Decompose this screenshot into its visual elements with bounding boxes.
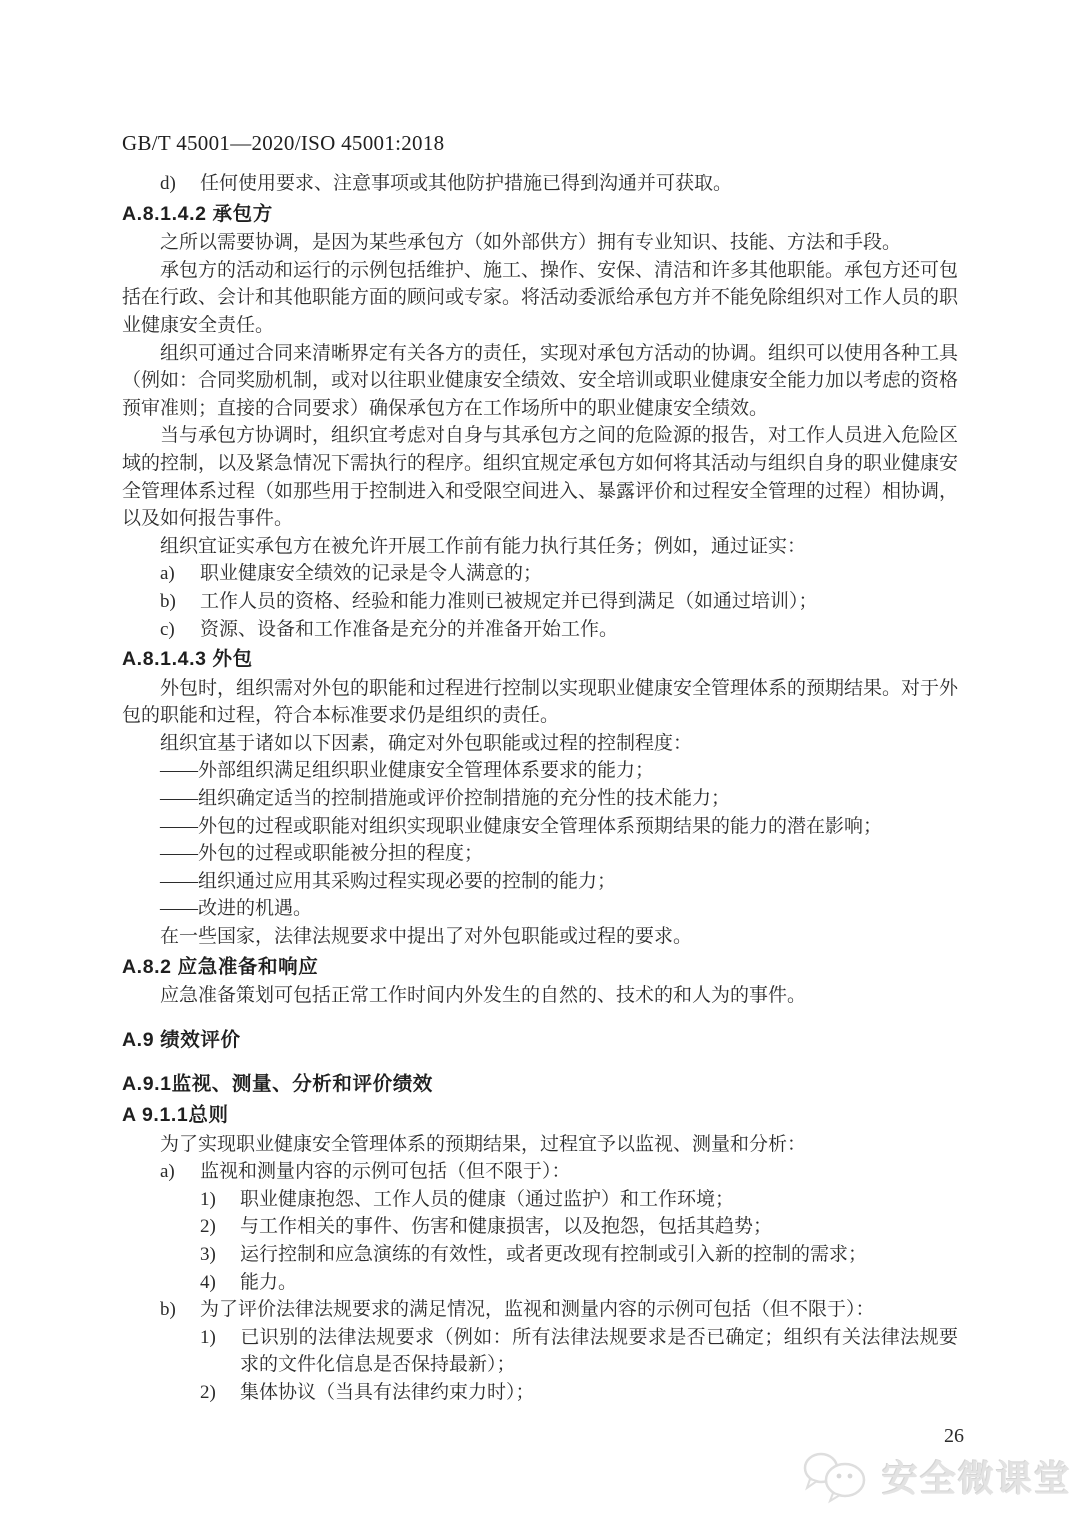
text-block: [122, 1186, 958, 1214]
text-block: 应急准备策划可包括正常工作时间内外发生的自然的、技术的和人为的事件。: [160, 985, 807, 1007]
list-item-text: 工作人员的资格、经验和能力准则已被规定并已得到满足（如通过培训）；: [200, 590, 818, 612]
list-item-label: 1): [200, 1188, 216, 1210]
text-block: 为了实现职业健康安全管理体系的预期结果，过程宜予以监视、测量和分析：: [160, 1133, 807, 1155]
section-heading: A.9.1监视、测量、分析和评价绩效: [122, 1073, 433, 1096]
text-block: ——外包的过程或职能被分担的程度；: [160, 843, 484, 865]
list-item-label: a): [160, 1161, 175, 1183]
text-block: [122, 1241, 958, 1269]
page-number: 26: [944, 1425, 964, 1447]
list-item-text: 为了评价法律法规要求的满足情况，监视和测量内容的示例可包括（但不限于）：: [200, 1299, 875, 1321]
text-block: 外包时，组织需对外包的职能和过程进行控制以实现职业健康安全管理体系的预期结果。对于外包的职能和过程，符合本标准要求仍是组织的责任。: [122, 677, 959, 727]
list-item-label: 4): [200, 1271, 216, 1293]
text-block: 当与承包方协调时，组织宜考虑对自身与其承包方之间的危险源的报告，对工作人员进入危险区域的控制，以及紧急情况下需执行的程序。组织宜规定承包方如何将其活动与组织自身的职业健康安全管理体系过程（如那些用于控制进入和受限空间进入、暴露评价和过程安全管理的过程）相协调，以及如何报告事件。: [122, 425, 959, 530]
list-item-text: 监视和测量内容的示例可包括（但不限于）：: [200, 1161, 571, 1183]
list-item-text: 已识别的法律法规要求（例如：所有法律法规要求是否已确定；组织有关法律法规要求的文件化信息是否保持最新）；: [240, 1326, 958, 1376]
text-block: 在一些国家，法律法规要求中提出了对外包职能或过程的要求。: [160, 926, 693, 948]
list-item-text: 运行控制和应急演练的有效性，或者更改现有控制或引入新的控制的需求；: [240, 1243, 868, 1265]
list-item-label: c): [160, 618, 175, 640]
list-item-text: 集体协议（当具有法律约束力时）；: [240, 1381, 535, 1403]
section-heading: A 9.1.1总则: [122, 1104, 229, 1126]
text-block: ——组织确定适当的控制措施或评价控制措施的充分性的技术能力；: [160, 788, 731, 810]
text-block: 组织可通过合同来清晰界定有关各方的责任，实现对承包方活动的协调。组织可以使用各种工具（例如：合同奖励机制，或对以往职业健康安全绩效、安全培训或职业健康安全能力加以考虑的资格预审准则；直接的合同要求）确保承包方在工作场所中的职业健康安全绩效。: [122, 342, 959, 419]
list-item-label: a): [160, 563, 175, 585]
list-item-label: b): [160, 590, 176, 612]
section-heading: A.9 绩效评价: [122, 1028, 241, 1051]
list-item-text: 资源、设备和工作准备是充分的并准备开始工作。: [200, 618, 619, 640]
section-heading: A.8.2 应急准备和响应: [122, 955, 319, 978]
text-block: ——组织通过应用其采购过程实现必要的控制的能力；: [160, 870, 617, 892]
text-block: ——改进的机遇。: [160, 898, 313, 920]
list-item-label: d): [160, 173, 176, 194]
watermark-text: 安全微课堂: [881, 1457, 1072, 1499]
text-block: [122, 1379, 958, 1407]
list-item-text: 任何使用要求、注意事项或其他防护措施已得到沟通并可获取。: [200, 173, 733, 194]
text-block: [122, 1213, 958, 1241]
text-block: [122, 1158, 958, 1186]
list-item-label: 3): [200, 1243, 216, 1265]
text-block: [122, 588, 958, 616]
text-block: [122, 1296, 958, 1324]
text-block: [122, 560, 958, 588]
section-heading: A.8.1.4.2 承包方: [122, 202, 273, 225]
watermark: [800, 1448, 1072, 1504]
text-block: 组织宜基于诸如以下因素，确定对外包职能或过程的控制程度：: [160, 732, 693, 754]
text-block: [122, 1324, 958, 1379]
list-item-text: 职业健康安全绩效的记录是令人满意的；: [200, 563, 543, 585]
text-block: 组织宜证实承包方在被允许开展工作前有能力执行其任务；例如，通过证实：: [160, 535, 807, 557]
document-body: [122, 170, 958, 1407]
list-item-label: 2): [200, 1381, 216, 1403]
text-block: [122, 170, 958, 198]
list-item-label: 2): [200, 1216, 216, 1238]
text-block: ——外包的过程或职能对组织实现职业健康安全管理体系预期结果的能力的潜在影响；: [160, 815, 883, 837]
section-heading: A.8.1.4.3 外包: [122, 648, 253, 671]
list-item-text: 能力。: [240, 1271, 298, 1293]
text-block: 承包方的活动和运行的示例包括维护、施工、操作、安保、清洁和许多其他职能。承包方还可包括在行政、会计和其他职能方面的顾问或专家。将活动委派给承包方并不能免除组织对工作人员的职业健康安全责任。: [122, 259, 959, 336]
list-item-label: b): [160, 1299, 176, 1321]
list-item-text: 职业健康抱怨、工作人员的健康（通过监护）和工作环境；: [240, 1188, 735, 1210]
text-block: [122, 1269, 958, 1297]
wechat-bubbles-icon: [800, 1448, 874, 1504]
list-item-label: 1): [200, 1326, 216, 1348]
text-block: 之所以需要协调，是因为某些承包方（如外部供方）拥有专业知识、技能、方法和手段。: [160, 232, 902, 254]
text-block: ——外部组织满足组织职业健康安全管理体系要求的能力；: [160, 760, 655, 782]
list-item-text: 与工作相关的事件、伤害和健康损害，以及抱怨，包括其趋势；: [240, 1216, 773, 1238]
standard-number-header: GB/T 45001—2020/ISO 45001:2018: [122, 131, 445, 155]
text-block: [122, 616, 958, 644]
